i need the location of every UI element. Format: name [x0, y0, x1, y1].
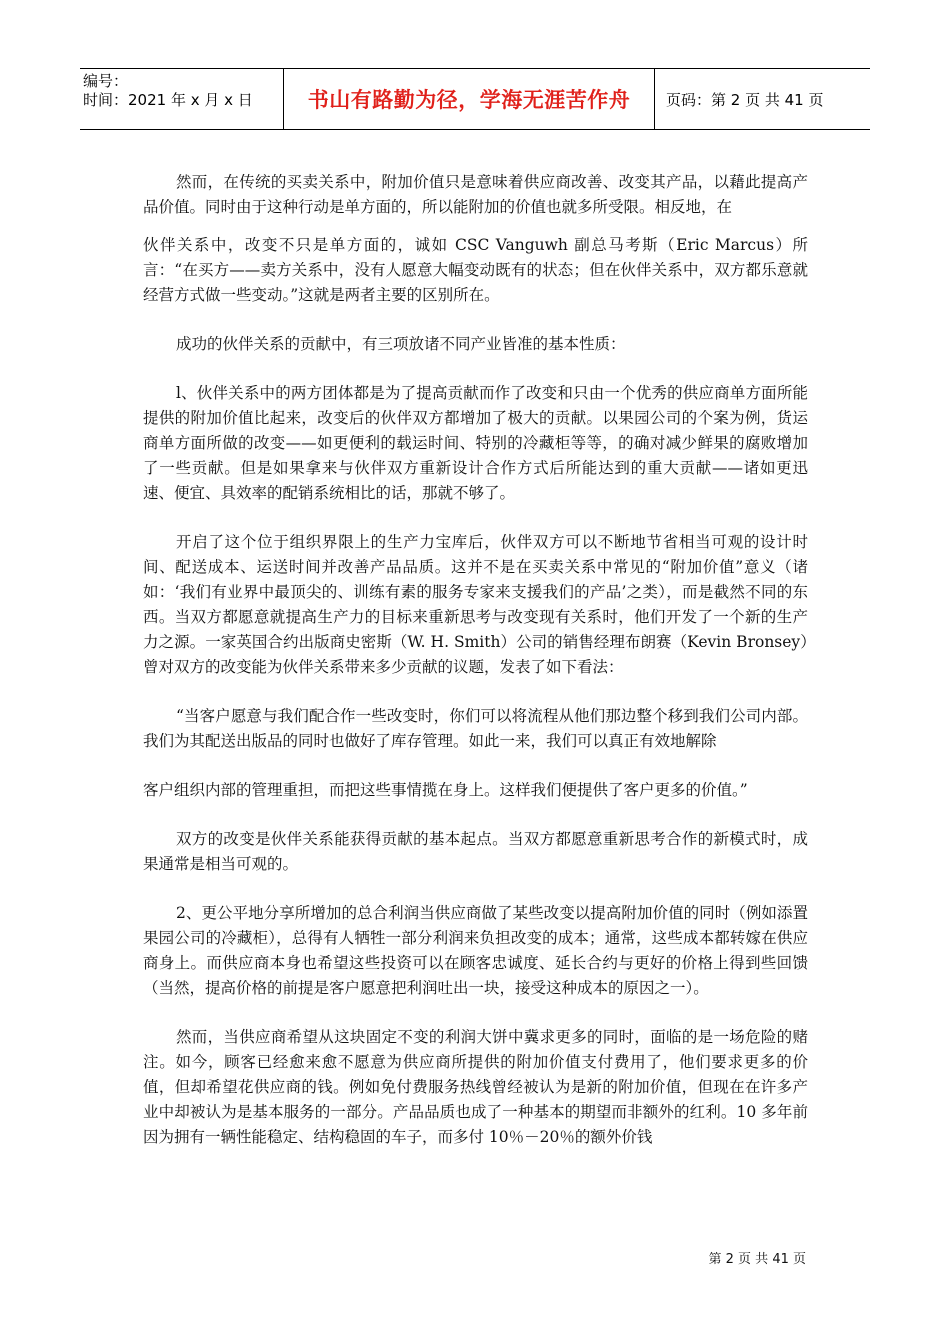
header-motto: 书山有路勤为径，学海无涯苦作舟 [283, 69, 655, 129]
quote-paragraph-continued: 客户组织内部的管理重担，而把这些事情揽在身上。这样我们便提供了客户更多的价值。” [143, 781, 748, 799]
page-footer: 第 2 页 共 41 页 [708, 1252, 806, 1267]
quote-paragraph: “当客户愿意与我们配合作一些改变时，你们可以将流程从他们那边整个移到我们公司内部。我们为其配送出版品的同时也做好了库存管理。如此一来，我们可以真正有效地解除 [143, 707, 808, 750]
paragraph: l、伙伴关系中的两方团体都是为了提高贡献而作了改变和只由一个优秀的供应商单方面所能提供的附加价值比起来，改变后的伙伴双方都增加了极大的贡献。以果园公司的个案为例，货运商单方面所做的改变——如更便利的载运时间、特别的冷藏柜等等，的确对减少鲜果的腐败增加了一些贡献。但是如果拿来与伙伴双方重新设计合作方式后所能达到的重大贡献——诸如更迅速、便宜、具效率的配销系统相比的话，那就不够了。 [143, 384, 808, 502]
paragraph: 成功的伙伴关系的贡献中，有三项放诸不同产业皆准的基本性质： [176, 335, 626, 353]
page-header [80, 68, 870, 130]
document-number-label: 编号： [83, 72, 129, 90]
header-page-code: 页码：第 2 页 共 41 页 [666, 90, 824, 109]
paragraph: 双方的改变是伙伴关系能获得贡献的基本起点。当双方都愿意重新思考合作的新模式时，成果通常是相当可观的。 [143, 830, 808, 873]
paragraph: 伙伴关系中，改变不只是单方面的，诚如 CSC Vanguwh 副总马考斯（Eric Marcus）所言：“在买方——卖方关系中，没有人愿意大幅变动既有的状态；但在伙伴关系中，双方都乐意就经营方式做一些变动。”这就是两者主要的区别所在。 [143, 236, 808, 304]
header-meta [80, 69, 283, 129]
paragraph: 开启了这个位于组织界限上的生产力宝库后，伙伴双方可以不断地节省相当可观的设计时间、配送成本、运送时间并改善产品品质。这并不是在买卖关系中常见的“附加价值”意义（诸如：‘我们有业界中最顶尖的、训练有素的服务专家来支援我们的产品’之类），而是截然不同的东西。当双方都愿意就提高生产力的目标来重新思考与改变现有关系时，他们开发了一个新的生产力之源。一家英国合约出版商史密斯（W. H. Smith）公司的销售经理布朗赛（Kevin Bronsey）曾对双方的改变能为伙伴关系带来多少贡献的议题，发表了如下看法： [143, 533, 808, 676]
paragraph: 2、更公平地分享所增加的总合利润当供应商做了某些改变以提高附加价值的同时（例如添置果园公司的冷藏柜），总得有人牺牲一部分利润来负担改变的成本；通常，这些成本都转嫁在供应商身上。而供应商本身也希望这些投资可以在顾客忠诚度、延长合约与更好的价格上得到些回馈（当然，提高价格的前提是客户愿意把利润吐出一块，接受这种成本的原因之一）。 [143, 904, 808, 997]
paragraph: 然而，当供应商希望从这块固定不变的利润大饼中冀求更多的同时，面临的是一场危险的赌注。如今，顾客已经愈来愈不愿意为供应商所提供的附加价值支付费用了，他们要求更多的价值，但却希望花供应商的钱。例如免付费服务热线曾经被认为是新的附加价值，但现在在许多产业中却被认为是基本服务的一部分。产品品质也成了一种基本的期望而非额外的红利。10 多年前因为拥有一辆性能稳定、结构稳固的车子，而多付 10％－20％的额外价钱 [143, 1028, 808, 1146]
paragraph: 然而，在传统的买卖关系中，附加价值只是意味着供应商改善、改变其产品，以藉此提高产品价值。同时由于这种行动是单方面的，所以能附加的价值也就多所受限。相反地，在 [143, 173, 808, 216]
document-date: 时间：2021 年 x 月 x 日 [83, 91, 253, 109]
document-body [143, 170, 808, 1174]
